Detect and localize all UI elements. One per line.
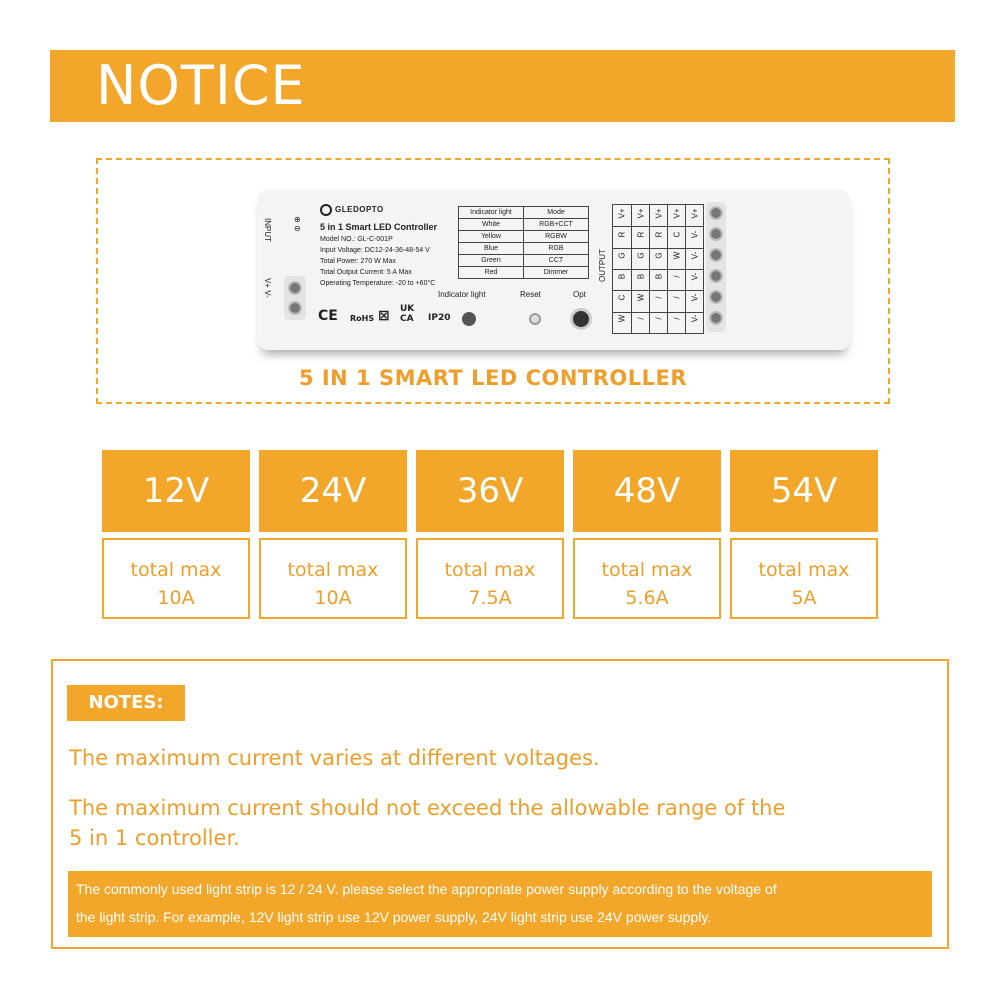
max-label: total max <box>601 559 693 581</box>
brand-logo: GLEDOPTO <box>320 204 384 216</box>
output-terminal <box>706 202 726 332</box>
notice-title: NOTICE <box>96 54 306 117</box>
ce-mark: CE <box>318 308 338 324</box>
reset-label: Reset <box>520 290 541 299</box>
output-cell: B <box>617 273 627 280</box>
max-value: 10A <box>314 587 352 609</box>
spec-line: Operating Temperature: -20 to +60°C <box>320 280 436 287</box>
spec-line: Input Voltage: DC12-24-36-48-54 V <box>320 247 430 254</box>
screw-icon <box>709 248 723 262</box>
screw-icon <box>288 281 302 295</box>
voltage-tile: 48V <box>573 450 721 532</box>
mode-cell: RGBW <box>524 231 589 243</box>
output-cell: V+ <box>636 208 646 219</box>
screw-icon <box>709 311 723 325</box>
controller-title: 5 in 1 Smart LED Controller <box>320 222 438 232</box>
mode-cell: Dimmer <box>524 267 589 279</box>
input-terminal-label: V+ V- <box>263 278 272 298</box>
output-cell: W <box>636 293 646 302</box>
mode-cell: CCT <box>524 255 589 267</box>
device-caption: 5 IN 1 SMART LED CONTROLLER <box>298 366 688 390</box>
input-terminal <box>284 276 306 320</box>
max-label: total max <box>444 559 536 581</box>
max-current-box <box>573 538 721 619</box>
screw-icon <box>709 269 723 283</box>
screw-icon <box>288 301 302 315</box>
output-cell: / <box>654 317 664 320</box>
screw-icon <box>709 206 723 220</box>
power-supply-note <box>68 871 932 937</box>
power-note-line: The commonly used light strip is 12 / 24 V. please select the appropriate power supply according to the voltage of <box>76 881 777 897</box>
screw-icon <box>709 227 723 241</box>
opt-label: Opt <box>573 290 586 299</box>
output-cell: V- <box>690 293 700 302</box>
output-cell: V- <box>690 230 700 239</box>
output-cell: / <box>654 296 664 299</box>
max-current-box <box>102 538 250 619</box>
max-value: 5.6A <box>625 587 669 609</box>
power-note-line: the light strip. For example, 12V light strip use 12V power supply, 24V light strip use 24V power supply. <box>76 909 712 925</box>
indicator-light-icon <box>462 312 476 326</box>
mode-cell: Yellow <box>459 231 524 243</box>
output-label: OUTPUT <box>598 249 607 282</box>
output-cell: V- <box>690 251 700 260</box>
max-current-box <box>730 538 878 619</box>
notice-header <box>50 50 955 122</box>
output-cell: C <box>672 231 682 238</box>
opt-button <box>570 308 592 330</box>
mode-cell: Blue <box>459 243 524 255</box>
ukca-mark: UK CA <box>400 304 415 324</box>
voltage-tile: 54V <box>730 450 878 532</box>
mode-cell: Mode <box>524 207 589 219</box>
rohs-mark: RoHS <box>350 314 375 323</box>
output-cell: R <box>636 231 646 238</box>
note-2-line-2: 5 in 1 controller. <box>69 826 240 850</box>
max-label: total max <box>287 559 379 581</box>
output-grid <box>612 204 704 334</box>
grid-divider <box>613 290 703 291</box>
output-cell: V- <box>690 272 700 281</box>
max-value: 7.5A <box>468 587 512 609</box>
max-value: 10A <box>157 587 195 609</box>
output-cell: V+ <box>617 208 627 219</box>
spec-line: Total Output Current: 5 A Max <box>320 269 412 276</box>
mode-table <box>458 206 589 279</box>
output-cell: V+ <box>672 208 682 219</box>
grid-divider <box>613 248 703 249</box>
output-cell: G <box>636 252 646 259</box>
output-cell: B <box>636 273 646 280</box>
input-label: INPUT <box>263 218 272 242</box>
output-cell: G <box>654 252 664 259</box>
output-cell: B <box>654 273 664 280</box>
max-current-box <box>416 538 564 619</box>
output-cell: R <box>654 231 664 238</box>
grid-divider <box>613 226 703 227</box>
output-cell: / <box>672 275 682 278</box>
mode-cell: Green <box>459 255 524 267</box>
output-cell: / <box>636 317 646 320</box>
voltage-tile: 36V <box>416 450 564 532</box>
output-cell: G <box>617 252 627 259</box>
spec-line: Total Power: 270 W Max <box>320 258 396 265</box>
output-cell: / <box>672 296 682 299</box>
output-cell: C <box>617 294 627 301</box>
device-panel <box>96 158 890 404</box>
max-value: 5A <box>791 587 817 609</box>
output-cell: R <box>617 231 627 238</box>
mode-cell: RGB+CCT <box>524 219 589 231</box>
output-cell: V+ <box>654 208 664 219</box>
notes-tag: NOTES: <box>67 685 185 721</box>
max-label: total max <box>130 559 222 581</box>
reset-button <box>529 313 541 325</box>
note-2-line-1: The maximum current should not exceed the allowable range of the <box>69 796 786 820</box>
controller-image <box>258 190 850 350</box>
output-cell: W <box>617 314 627 323</box>
grid-divider <box>613 269 703 270</box>
ip-rating: IP20 <box>428 313 451 323</box>
max-current-box <box>259 538 407 619</box>
mode-cell: RGB <box>524 243 589 255</box>
mode-cell: White <box>459 219 524 231</box>
voltage-tile: 12V <box>102 450 250 532</box>
weee-icon: ⊠ <box>378 308 390 324</box>
max-label: total max <box>758 559 850 581</box>
notes-panel <box>51 659 949 949</box>
screw-icon <box>709 290 723 304</box>
spec-line: Model NO.: GL-C-001P <box>320 236 393 243</box>
gledopto-logo-icon <box>320 204 332 216</box>
note-1: The maximum current varies at different voltages. <box>69 746 600 770</box>
voltage-tile: 24V <box>259 450 407 532</box>
output-cell: V+ <box>690 208 700 219</box>
indicator-label: Indicator light <box>438 290 486 299</box>
output-cell: V- <box>690 314 700 323</box>
mode-cell: Indicator light <box>459 207 524 219</box>
polarity-icon: ⊕ ⊖ <box>294 215 301 233</box>
mode-cell: Red <box>459 267 524 279</box>
output-cell: W <box>672 251 682 260</box>
grid-divider <box>613 312 703 313</box>
output-cell: / <box>672 317 682 320</box>
